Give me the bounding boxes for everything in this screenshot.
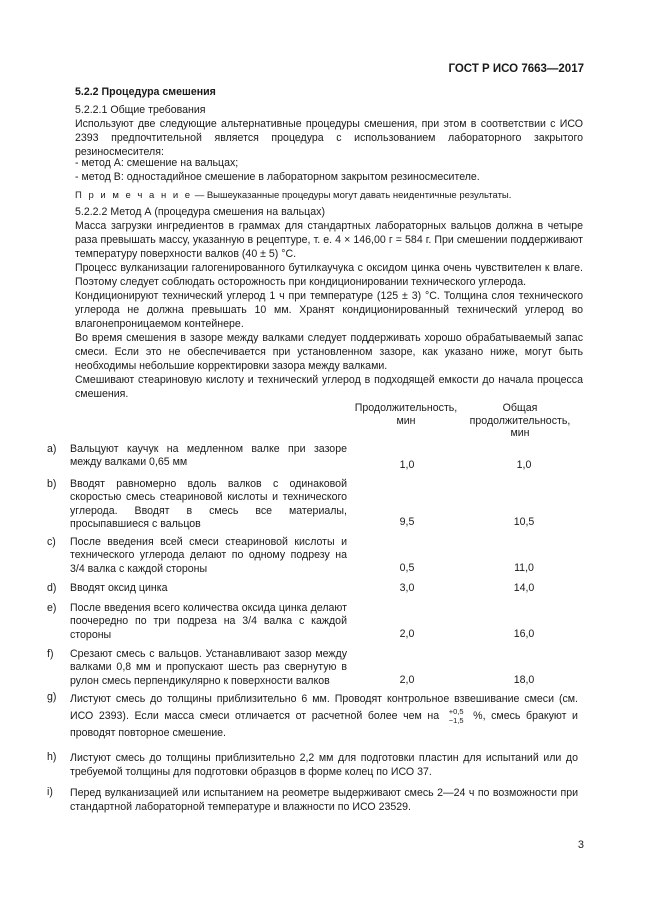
step-text: Вводят равномерно вдоль валков с одинаковой скоростью смесь стеариновой кислоты и технического углерода. Вводят в смесь все материалы, просыпавшиеся с вальцов (70, 478, 347, 531)
step-letter: i) (47, 786, 53, 798)
total-value: 16,0 (513, 628, 535, 640)
step-letter: f) (47, 648, 54, 660)
page-number: 3 (577, 839, 584, 851)
tolerance (449, 707, 464, 725)
total-value: 1,0 (516, 459, 532, 471)
step-letter: g) (47, 691, 57, 703)
duration-value: 0,5 (399, 562, 415, 574)
duration-value: 3,0 (399, 582, 415, 594)
step-letter: e) (47, 602, 57, 614)
column-header-total: Общая продолжительность, мин (469, 402, 571, 439)
step-text: Вводят оксид цинка (70, 582, 168, 594)
duration-value: 1,0 (399, 459, 415, 471)
subsection-title: 5.2.2.2 Метод А (процедура смешения на вальцах) (75, 206, 325, 218)
total-value: 11,0 (514, 562, 534, 574)
duration-value: 2,0 (399, 674, 415, 686)
list-item: - метод В: одностадийное смешение в лабораторном закрытом резиносмесителе. (75, 171, 480, 183)
duration-value: 2,0 (399, 628, 415, 640)
paragraph: Процесс вулканизации галогенированного бутилкаучука с оксидом цинка очень чувствителен к влаге. Поэтому следует соблюдать осторожность при кондиционировании технического углерода. (75, 262, 583, 289)
step-text-part: Листуют смесь до толщины приблизительно 6 мм. Проводят контрольное взвешивание смеси (см. ИСО 2393). Если масса смеси отличается от расчетной более чем на (70, 693, 578, 722)
note-label: П р и м е ч а н и е (75, 190, 193, 201)
duration-value: 9,5 (399, 516, 415, 528)
document-header: ГОСТ Р ИСО 7663—2017 (448, 63, 584, 75)
step-letter: a) (47, 443, 57, 455)
step-letter: b) (47, 478, 57, 490)
note-text: — Вышеуказанные процедуры могут давать неидентичные результаты. (192, 190, 512, 201)
paragraph: Во время смешения в зазоре между валками следует поддерживать хорошо обрабатываемый запас смеси. Если это не обеспечивается при установленном зазоре, как указано ниже, могут быть необходимы небольшие корректировки зазора между валками. (75, 332, 583, 373)
tolerance-minus: −1,5 (448, 716, 464, 725)
step-text: После введения всего количества оксида цинка делают поочередно по три подреза на 3/4 валка с каждой стороны (70, 602, 347, 641)
step-letter: h) (47, 751, 57, 763)
step-text: Срезают смесь с вальцов. Устанавливают зазор между валками 0,8 мм и пропускают шесть раз свернутую в рулон смесь перпендикулярно к поверхности валков (70, 648, 347, 687)
column-header-duration: Продолжительность, мин (354, 402, 458, 427)
subsection-title: 5.2.2.1 Общие требования (75, 104, 206, 116)
section-heading: 5.2.2 Процедура смешения (75, 86, 216, 98)
subsection-general (75, 103, 583, 117)
step-text: После введения всей смеси стеариновой кислоты и технического углерода делают по одному подрезу на 3/4 валка с каждой стороны (70, 536, 347, 575)
total-value: 10,5 (513, 516, 535, 528)
list-item: - метод А: смешение на вальцах; (75, 157, 239, 169)
total-value: 14,0 (513, 582, 535, 594)
step-text-part: %, смесь бракуют и проводят повторное смешение. (70, 709, 578, 739)
step-letter: d) (47, 582, 57, 594)
tolerance-plus: +0,5 (448, 707, 464, 716)
note (75, 188, 583, 203)
total-value: 18,0 (513, 674, 535, 686)
step-text: Перед вулканизацией или испытанием на реометре выдерживают смесь 2—24 ч по возможности при стандартной лабораторной температуре и влажности по ИСО 23529. (70, 787, 578, 813)
paragraph: Кондиционируют технический углерод 1 ч при температуре (125 ± 3) °C. Толщина слоя технического углерода не должна превышать 10 мм. Хранят кондиционированный технический углерод во влагонепроницаемом контейнере. (75, 290, 583, 331)
paragraph: Масса загрузки ингредиентов в граммах для стандартных лабораторных вальцов должна в четыре раза превышать массу, указанную в рецептуре, т. е. 4 × 146,00 г = 584 г. При смешении поддерживают температуру поверхности валков (40 ± 5) °C. (75, 220, 583, 261)
step-text: Вальцуют каучук на медленном валке при зазоре между валками 0,65 мм (70, 443, 347, 469)
paragraph: Используют две следующие альтернативные процедуры смешения, при этом в соответствии с ИСО 2393 предпочтительной является процедура с использованием лабораторного закрытого резиносмесителя: (75, 118, 583, 159)
step-text: Листуют смесь до толщины приблизительно 2,2 мм для подготовки пластин для испытаний или до требуемой толщины для подготовки образцов в форме колец по ИСО 37. (70, 752, 578, 778)
paragraph: Смешивают стеариновую кислоту и технический углерод в подходящей емкости до начала процесса смешения. (75, 374, 583, 401)
step-text (70, 691, 578, 741)
step-letter: c) (47, 536, 56, 548)
